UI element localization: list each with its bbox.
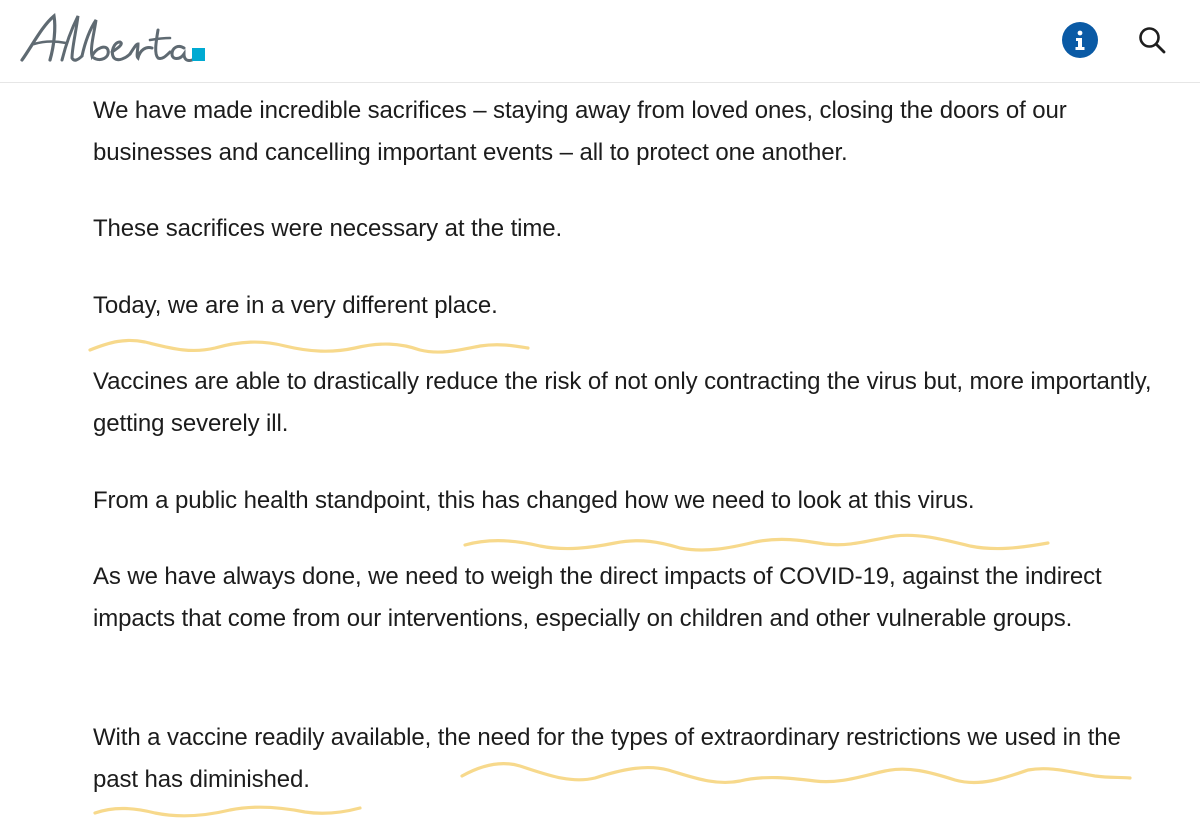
info-button[interactable] bbox=[1062, 22, 1098, 58]
paragraph-vaccines: Vaccines are able to drastically reduce the risk of not only contracting the virus but, more importantly, getting severely ill. bbox=[93, 368, 1152, 437]
squiggle-underline bbox=[90, 340, 528, 352]
paragraph-different-place: Today, we are in a very different place. bbox=[93, 292, 498, 319]
squiggle-underline bbox=[465, 535, 1048, 550]
paragraph-weigh-impacts: As we have always done, we need to weigh the direct impacts of COVID-19, against the indirect impacts that come from our interventions, especially on children and other vulnerable groups. bbox=[93, 563, 1102, 632]
paragraph-vaccine-available: With a vaccine readily available, the need for the types of extraordinary restrictions we used in the past has diminished. bbox=[93, 724, 1121, 793]
search-icon bbox=[1136, 24, 1168, 56]
squiggle-underline bbox=[95, 807, 360, 816]
alberta-wordmark-image bbox=[16, 8, 216, 72]
search-button[interactable] bbox=[1134, 22, 1170, 58]
info-icon bbox=[1062, 22, 1098, 58]
paragraph-public-health: From a public health standpoint, this has changed how we need to look at this virus. bbox=[93, 487, 975, 514]
alberta-logo[interactable] bbox=[16, 8, 216, 72]
paragraph-sacrifices: We have made incredible sacrifices – staying away from loved ones, closing the doors of our businesses and cancelling important events – all to protect one another. bbox=[93, 97, 1067, 166]
site-header bbox=[0, 0, 1200, 83]
paragraph-necessary: These sacrifices were necessary at the time. bbox=[93, 215, 563, 242]
